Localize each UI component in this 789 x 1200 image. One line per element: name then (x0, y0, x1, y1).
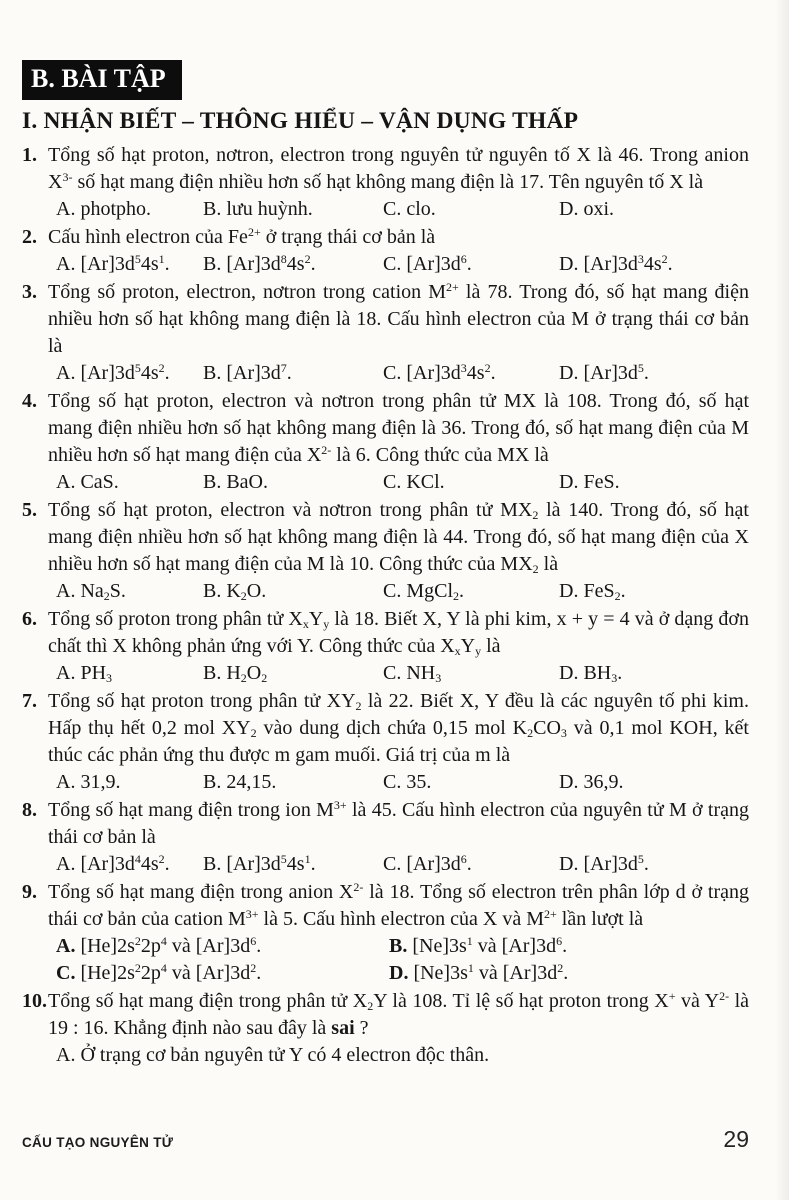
option: B. $K_2O$. (203, 580, 267, 604)
option: D. FeS$_2$. (559, 580, 626, 604)
options-row (48, 360, 749, 387)
question-body (22, 142, 749, 196)
question-number: 10. (22, 990, 47, 1012)
question-text: Tổng số hạt mang điện trong phân tử $X_2Y$ là 108. Tỉ lệ số hạt proton trong X+ và $Y^{2-}$ là 19 : 16. Khẳng định nào sau đây là sai ? (48, 989, 750, 1039)
section-label: B. BÀI TẬP (31, 64, 166, 93)
section-title: I. NHẬN BIẾT – THÔNG HIỂU – VẬN DỤNG THẤP (22, 108, 579, 134)
options-row (48, 196, 749, 223)
option: A. Ở trạng cơ bản nguyên tử Y có 4 electron độc thân. (56, 1044, 490, 1066)
option: A. CaS. (56, 471, 119, 493)
question (22, 797, 749, 878)
question (22, 388, 749, 496)
question-number: 6. (22, 608, 37, 630)
option: D. $[Ar]3d^5$. (559, 852, 649, 875)
option: A. $[Ar]3d^54s^1$. (56, 252, 170, 275)
options-row (48, 251, 749, 278)
option: B. $H_2O_2$ (203, 662, 268, 686)
page-edge-shadow (775, 0, 789, 1200)
option: D. $[Ar]3d^34s^2$. (559, 252, 673, 275)
option: A. $PH_3$ (56, 662, 113, 686)
option: A. photpho. (56, 198, 151, 220)
question-number: 4. (22, 390, 37, 412)
question (22, 988, 749, 1069)
footer-chapter-title: CẤU TẠO NGUYÊN TỬ (22, 1135, 174, 1150)
options-row (48, 769, 749, 796)
question-list (22, 142, 749, 1069)
question-text: Tổng số hạt proton, nơtron, electron trong nguyên tử nguyên tố X là 46. Trong anion $X^{3-}$ số hạt mang điện nhiều hơn số hạt không mang điện là 17. Tên nguyên tố X là (48, 144, 749, 193)
option: B. $[Ar]3d^54s^1$. (203, 852, 316, 875)
option: B. $[Ar]3d^84s^2$. (203, 252, 316, 275)
question-number: 7. (22, 690, 37, 712)
options-row (48, 933, 749, 987)
question-number: 3. (22, 281, 37, 303)
option: C. 35. (383, 771, 432, 793)
question-text: Tổng số hạt proton trong phân tử $XY_2$ là 22. Biết X, Y đều là các nguyên tố phi kim. Hấp thụ hết 0,2 mol $XY_2$ vào dung dịch chứa 0,15 mol $K_2CO_3$ và 0,1 mol KOH, kết thúc các phản ứng thu được m gam muối. Giá trị của m là (48, 690, 749, 766)
option: A. 31,9. (56, 771, 121, 793)
options-row (48, 1042, 749, 1069)
page-content (22, 60, 749, 1070)
question-body (22, 688, 749, 769)
question-text: Tổng số proton, electron, nơtron trong cation $M^{2+}$ là 78. Trong đó, số hạt mang điện nhiều hơn số hạt không mang điện là 18. Cấu hình electron của M ở trạng thái cơ bản là (48, 280, 749, 357)
option: B. $[Ne]3s^1$ và $[Ar]3d^6$. (389, 934, 568, 957)
option: A. $[Ar]3d^54s^2$. (56, 361, 170, 384)
option: C. MgCl$_2$. (383, 580, 465, 604)
question-body (22, 224, 749, 251)
question (22, 224, 749, 278)
option: B. $[Ar]3d^7$. (203, 361, 292, 384)
question-text: Tổng số proton trong phân tử $X_xY_y$ là 18. Biết X, Y là phi kim, x + y = 4 và ở dạng đơn chất thì X không phản ứng với Y. Công thức của $X_xY_y$ là (48, 608, 749, 659)
option: C. $[Ar]3d^34s^2$. (383, 361, 496, 384)
option: C. $[He]2s^22p^4$ và $[Ar]3d^2$. (56, 961, 262, 984)
question-number: 2. (22, 226, 37, 248)
option: B. lưu huỳnh. (203, 198, 313, 220)
question-body (22, 497, 749, 578)
question (22, 688, 749, 796)
question-number: 9. (22, 881, 37, 903)
question-body (22, 388, 749, 469)
options-row (48, 469, 749, 496)
question (22, 142, 749, 223)
question (22, 497, 749, 605)
option: A. $Na_2S$. (56, 580, 126, 604)
question-text: Tổng số hạt mang điện trong ion $M^{3+}$ là 45. Cấu hình electron của nguyên tử M ở trạng thái cơ bản là (48, 798, 749, 848)
question-text: Cấu hình electron của $Fe^{2+}$ ở trạng thái cơ bản là (48, 225, 436, 248)
options-row (48, 578, 749, 605)
question (22, 879, 749, 987)
option: C. $[Ar]3d^6$. (383, 252, 472, 275)
option: D. $BH_3$. (559, 662, 623, 686)
question-body (22, 988, 750, 1042)
question-number: 8. (22, 799, 37, 821)
option: B. 24,15. (203, 771, 277, 793)
question (22, 606, 749, 687)
question-number: 1. (22, 144, 37, 166)
question-body (22, 279, 749, 360)
option: B. BaO. (203, 471, 268, 493)
option: D. $[Ne]3s^1$ và $[Ar]3d^2$. (389, 961, 569, 984)
option: A. $[Ar]3d^44s^2$. (56, 852, 170, 875)
section-label-box (22, 60, 182, 100)
option: D. $[Ar]3d^5$. (559, 361, 649, 384)
question (22, 279, 749, 387)
option: C. $NH_3$ (383, 662, 442, 686)
option: D. FeS. (559, 471, 620, 493)
question-text: Tổng số hạt proton, electron và nơtron trong phân tử MX là 108. Trong đó, số hạt mang điện nhiều hơn số hạt không mang điện là 36. Trong đó, số hạt mang điện của M nhiều hơn số hạt mang điện của $X^{2-}$ là 6. Công thức của MX là (48, 390, 749, 466)
question-body (22, 606, 749, 660)
option: D. oxi. (559, 198, 614, 220)
question-text: Tổng số hạt proton, electron và nơtron trong phân tử $MX_2$ là 140. Trong đó, số hạt mang điện nhiều hơn số hạt không mang điện là 44. Trong đó, số hạt mang điện của X nhiều hơn số hạt mang điện của M là 10. Công thức của $MX_2$ là (48, 499, 749, 577)
question-body (22, 879, 750, 933)
question-text: Tổng số hạt mang điện trong anion $X^{2-}$ là 18. Tổng số electron trên phân lớp d ở trạng thái cơ bản của cation $M^{3+}$ là 5. Cấu hình electron của X và $M^{2+}$ lần lượt là (48, 880, 750, 930)
options-row (48, 851, 749, 878)
footer-page-number: 29 (723, 1126, 749, 1152)
page-footer (22, 1126, 749, 1153)
option: C. clo. (383, 198, 436, 220)
option: C. $[Ar]3d^6$. (383, 852, 472, 875)
question-body (22, 797, 749, 851)
option: C. KCl. (383, 471, 445, 493)
options-row (48, 660, 749, 687)
option: A. $[He]2s^22p^4$ và $[Ar]3d^6$. (56, 934, 262, 957)
option: D. 36,9. (559, 771, 624, 793)
question-number: 5. (22, 499, 37, 521)
